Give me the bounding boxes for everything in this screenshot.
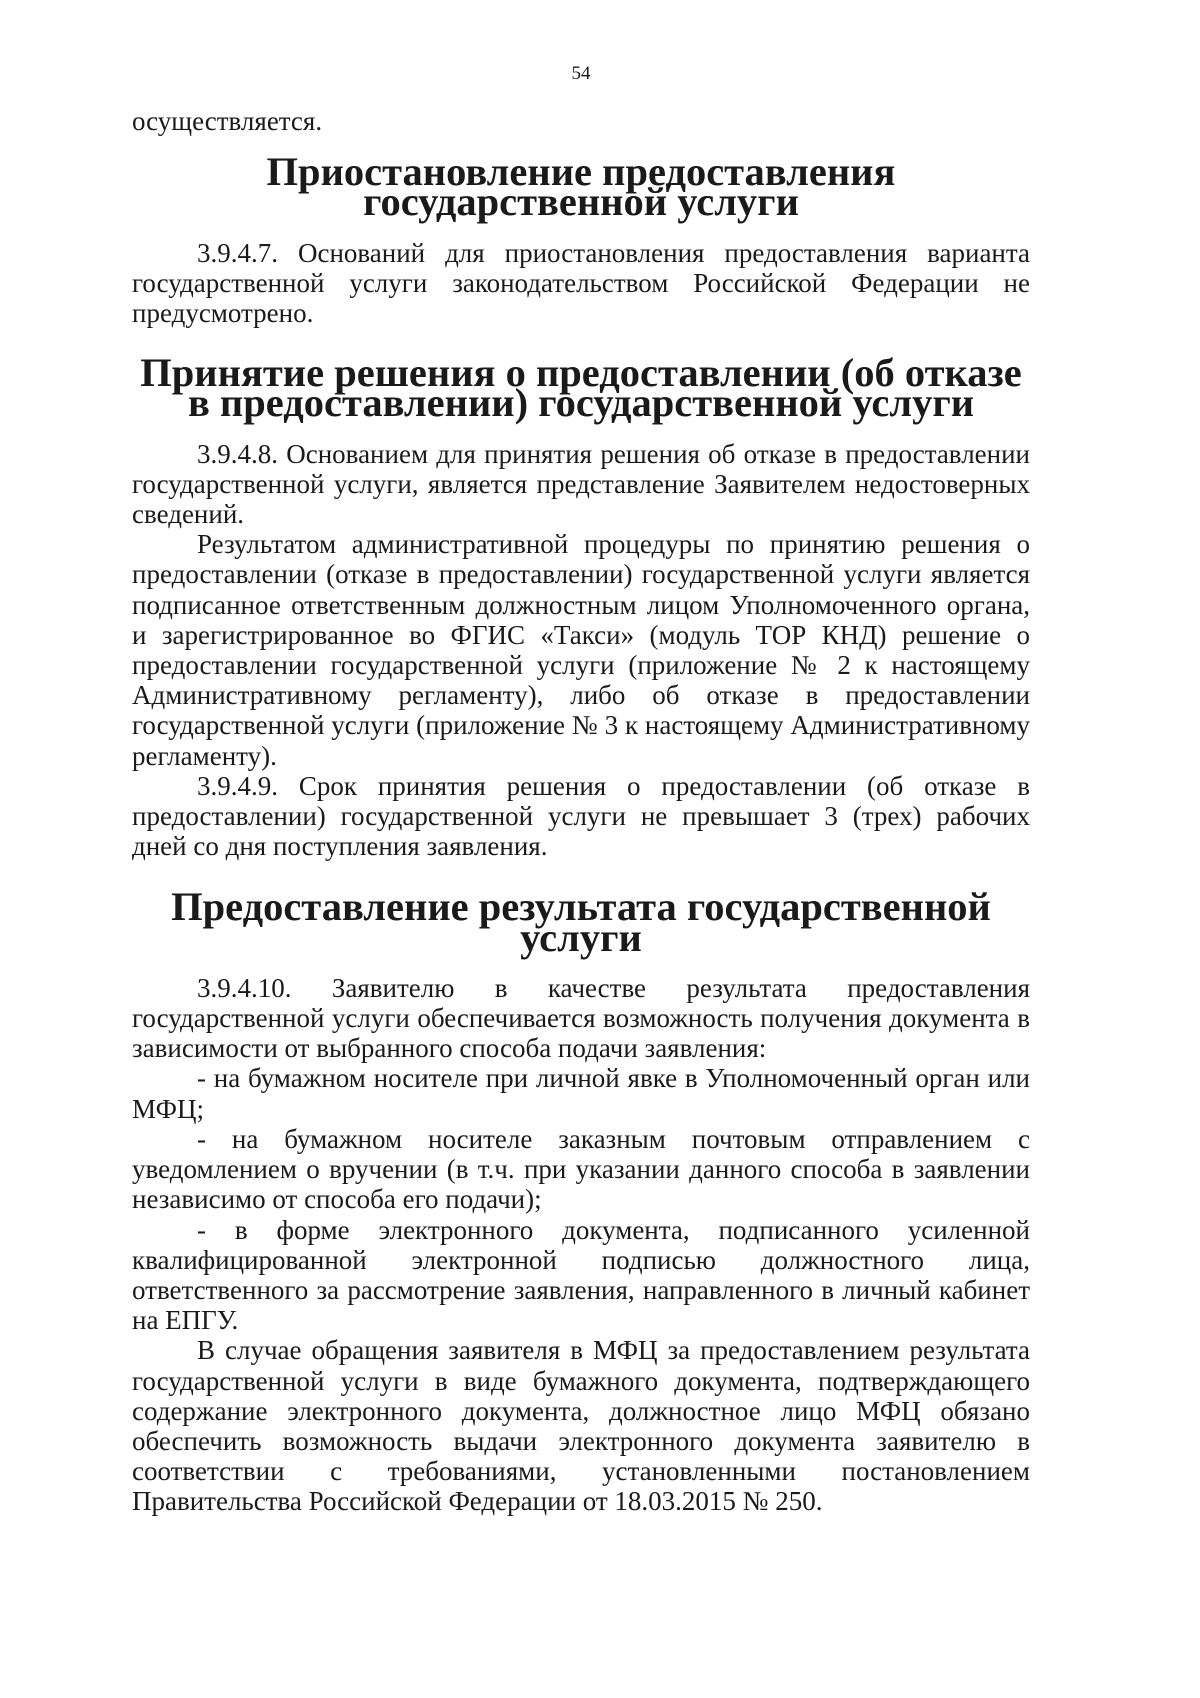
continued-text: осуществляется. <box>132 106 323 136</box>
paragraph-3-9-4-10: 3.9.4.10. Заявителю в качестве результата предоставления государственной услуги обеспечивается возможность получения документа в зависимости от выбранного способа подачи заявления: <box>132 972 1030 1064</box>
list-item-paper-in-person: - на бумажном носителе при личной явке в Уполномоченный орган или МФЦ; <box>132 1063 1030 1124</box>
section-heading-decision: Принятие решения о предоставлении (об отказе в предоставлении) государственной услуги <box>140 350 1022 426</box>
page-number: 54 <box>571 63 591 84</box>
paragraph-3-9-4-7: 3.9.4.7. Оснований для приостановления предоставления варианта государственной услуги законодательством Российской Федерации не предусмотрено. <box>132 237 1030 329</box>
paragraph-3-9-4-8: 3.9.4.8. Основанием для принятия решения об отказе в предоставлении государственной услуги, является представление Заявителем недостоверных сведений. <box>132 438 1030 530</box>
paragraph-result: Результатом административной процедуры по принятию решения о предоставлении (отказе в предоставлении) государственной услуги является подписанное ответственным должностным лицом Уполномоченного органа, и зарегистрированное во ФГИС «Такси» (модуль ТОР КНД) решение о предоставлении государственной услуги (приложение № 2 к настоящему Административному регламенту), либо об отказе в предоставлении государственной услуги (приложение № 3 к настоящему Административному регламенту). <box>132 529 1030 771</box>
list-item-electronic: - в форме электронного документа, подписанного усиленной квалифицированной электронной подписью должностного лица, ответственного за рассмотрение заявления, направленного в личный кабинет на ЕПГУ. <box>132 1214 1030 1336</box>
paragraph-3-9-4-9: 3.9.4.9. Срок принятия решения о предоставлении (об отказе в предоставлении) государственной услуги не превышает 3 (трех) рабочих дней со дня поступления заявления. <box>132 770 1030 862</box>
document-page <box>132 62 1030 1517</box>
paragraph-mfc: В случае обращения заявителя в МФЦ за предоставлением результата государственной услуги в виде бумажного документа, подтверждающего содержание электронного документа, должностное лицо МФЦ обязано обеспечить возможность выдачи электронного документа заявителю в соответствии с требованиями, установленными постановлением Правительства Российской Федерации от 18.03.2015 № 250. <box>132 1335 1030 1517</box>
list-item-paper-by-mail: - на бумажном носителе заказным почтовым отправлением с уведомлением о вручении (в т.ч. при указании данного способа в заявлении независимо от способа его подачи); <box>132 1123 1030 1215</box>
section-heading-suspension: Приостановление предоставления государственной услуги <box>266 149 896 225</box>
section-heading-result-delivery: Предоставление результата государственной услуги <box>171 884 991 960</box>
